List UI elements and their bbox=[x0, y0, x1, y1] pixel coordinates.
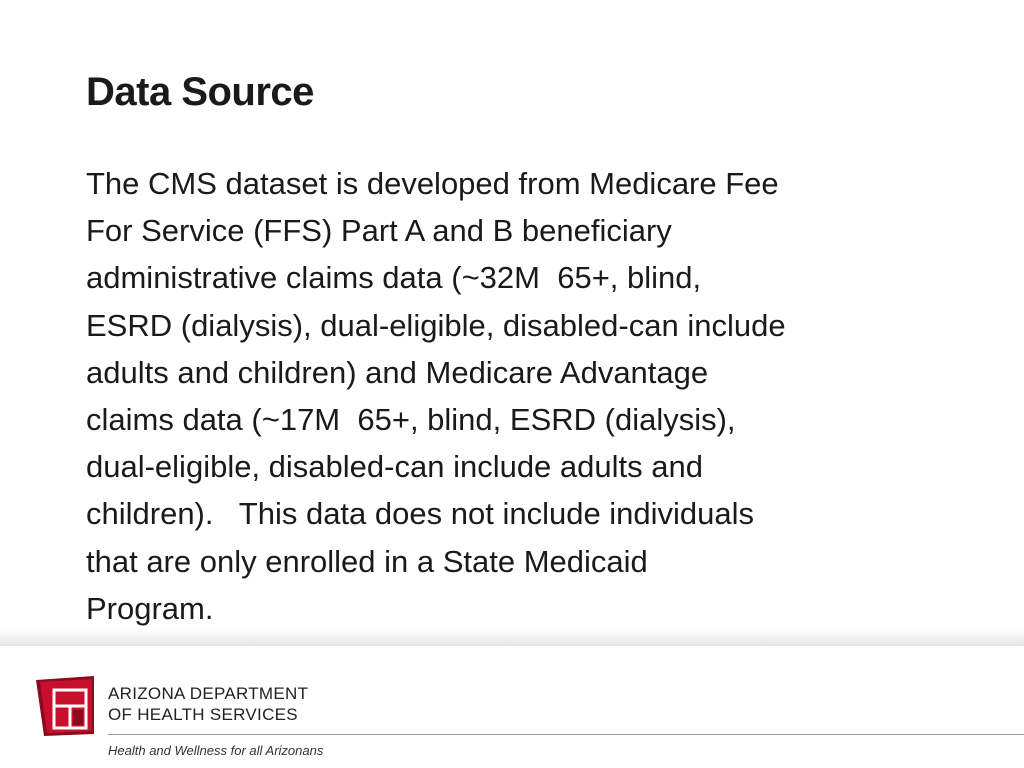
body-line: The CMS dataset is developed from Medicare Fee bbox=[86, 166, 779, 201]
slide-body-text bbox=[86, 160, 906, 632]
org-name-line: OF HEALTH SERVICES bbox=[108, 705, 298, 724]
body-line: ESRD (dialysis), dual-eligible, disabled-can include bbox=[86, 307, 786, 343]
body-line: that are only enrolled in a State Medicaid bbox=[86, 543, 648, 579]
body-line: administrative claims data (~32M 65+, blind, bbox=[86, 260, 702, 296]
body-line: dual-eligible, disabled-can include adults and bbox=[86, 449, 703, 485]
body-line: For Service (FFS) Part A and B beneficiary bbox=[86, 213, 672, 249]
footer bbox=[0, 646, 1024, 768]
org-name bbox=[108, 683, 308, 725]
body-line: Program. bbox=[86, 590, 214, 626]
body-line: children). This data does not include individuals bbox=[86, 496, 755, 532]
adhs-logo-icon bbox=[34, 676, 98, 736]
body-line: claims data (~17M 65+, blind, ESRD (dialysis), bbox=[86, 402, 736, 438]
footer-divider bbox=[108, 734, 1024, 735]
tagline: Health and Wellness for all Arizonans bbox=[108, 743, 324, 758]
org-name-line: ARIZONA DEPARTMENT bbox=[108, 684, 309, 703]
footer-shadow bbox=[0, 630, 1024, 646]
body-line: adults and children) and Medicare Advantage bbox=[86, 354, 709, 390]
slide-title: Data Source bbox=[86, 70, 314, 114]
